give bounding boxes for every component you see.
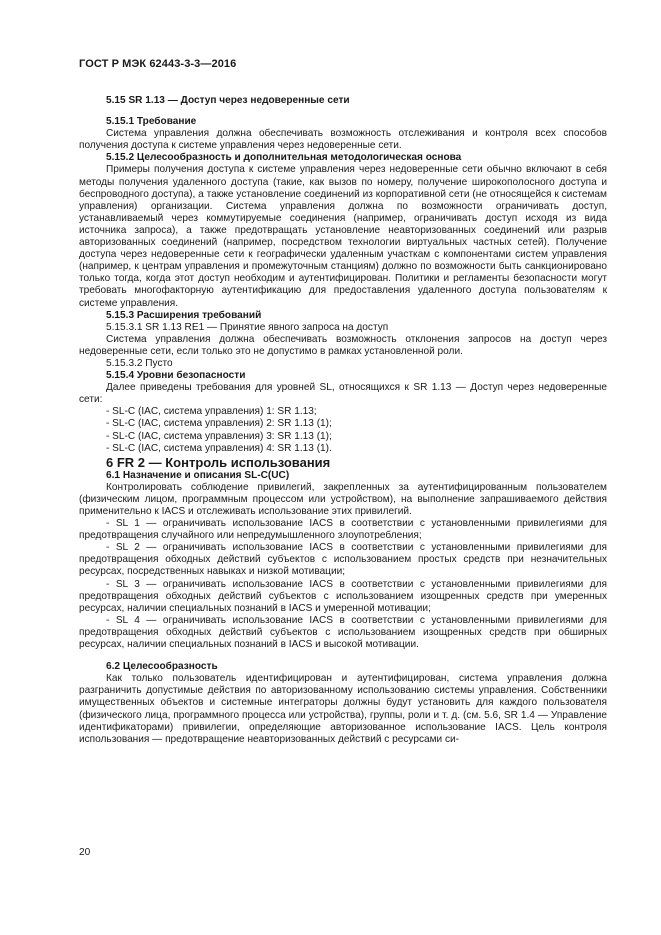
sl-description-item: - SL 3 — ограничивать использование IACS в соответствии с установленными привилегиями для предотвращения обходных действий субъектов с использованием изощренных средств при умеренных ресурсах, наличии специальных познаний в IACS и умеренной мотивации; <box>79 578 607 614</box>
page-number: 20 <box>79 847 91 858</box>
section-6-2-text: Как только пользователь идентифицирован и аутентифицирован, система управления должна разграничить допустимые действия по авторизованному использованию системы управления. Собственники имущественных объектов и системные интеграторы должны будут установить для каждого пользователя (физического лица, программного процесса или устройства), группы, роли и т. д. (см. 5.6, SR 1.4 — Управление идентификаторами) привилегии, определяющие авторизованное использование IACS. Цель контроля использования — предотвращение неавторизованных действий с ресурсами си- <box>79 673 607 745</box>
section-5-15-3-1-text: Система управления должна обеспечивать возможность отклонения запросов на доступ через недоверенные сети, если только это не допустимо в рамках установленной роли. <box>79 333 607 357</box>
sl-list-item: - SL-C (IAC, система управления) 1: SR 1.13; <box>106 406 317 418</box>
section-5-15-4-title: 5.15.4 Уровни безопасности <box>106 370 246 382</box>
section-6-title: 6 FR 2 — Контроль использования <box>106 454 331 470</box>
document-header: ГОСТ Р МЭК 62443-3-3—2016 <box>79 58 237 70</box>
sl-list-item: - SL-C (IAC, система управления) 4: SR 1.13 (1). <box>106 442 332 454</box>
section-5-15-2-text: Примеры получения доступа к системе управления через недоверенные сети обычно включают в себя методы получения удаленного доступа (такие, как вызов по номеру, получение широкополосного доступа и беспроводного доступа), а также установление соединений из корпоративной сети (не относящейся к системам управления) организации. Система управления должна по возможности ограничивать доступ, устанавливаемый через коммутируемые соединения (например, ограничивать доступ исходя из вида источника запроса), а также предотвращать установление неавторизованных соединений или разрыв авторизованных соединений (например, посредством технологии виртуальных частных сетей). Получение доступа через недоверенные сети к географически удаленным участкам с компонентами систем управления (например, к центрам управления и промежуточным станциям) должно по возможности быть санкционировано только тогда, когда этот доступ необходим и аутентифицирован. Политики и регламенты безопасности могут требовать многофакторную аутентификацию для предоставления удаленного доступа пользователям к системе управления. <box>79 164 607 309</box>
section-5-15-3-2-title: 5.15.3.2 Пусто <box>106 357 173 369</box>
section-5-15-title: 5.15 SR 1.13 — Доступ через недоверенные сети <box>106 95 350 106</box>
sl-description-item: - SL 1 — ограничивать использование IACS в соответствии с установленными привилегиями для предотвращения случайного или непредумышленного злоупотребления; <box>79 518 607 542</box>
sl-list-item: - SL-C (IAC, система управления) 2: SR 1.13 (1); <box>106 418 332 430</box>
section-6-1-title: 6.1 Назначение и описания SL-C(UC) <box>106 469 290 481</box>
section-5-15-3-title: 5.15.3 Расширения требований <box>106 309 262 321</box>
section-5-15-1-title: 5.15.1 Требование <box>106 116 197 128</box>
sl-description-item: - SL 4 — ограничивать использование IACS в соответствии с установленными привилегиями для предотвращения обходных действий субъектов с использованием изощренных средств при обширных ресурсах, наличии специальных познаний в IACS и высокой мотивации. <box>79 614 607 651</box>
document-body <box>79 95 607 746</box>
section-5-15-3-1-title: 5.15.3.1 SR 1.13 RE1 — Принятие явного запроса на доступ <box>106 321 389 333</box>
sl-description-item: - SL 2 — ограничивать использование IACS в соответствии с установленными привилегиями для предотвращения обходных действий субъектов с использованием простых средств при незначительных ресурсах, посредственных навыках и низкой мотивации; <box>79 542 607 578</box>
section-6-2-title: 6.2 Целесообразность <box>106 661 218 673</box>
section-5-15-1-text: Система управления должна обеспечивать возможность отслеживания и контроля всех способов получения доступа к системе управления через недоверенные сети. <box>79 128 607 152</box>
sl-list-item: - SL-C (IAC, система управления) 3: SR 1.13 (1); <box>106 430 332 442</box>
section-5-15-2-title: 5.15.2 Целесообразность и дополнительная методологическая основа <box>106 152 462 164</box>
section-5-15-4-intro: Далее приведены требования для уровней SL, относящихся к SR 1.13 — Доступ через недоверенные сети: <box>79 382 607 406</box>
section-6-1-text: Контролировать соблюдение привилегий, закрепленных за аутентифицированным пользователем (физическим лицом, программным процессом или устройством), на выполнение запрашиваемого действия применительно к IACS и отслеживать использование этих привилегий. <box>79 481 607 517</box>
